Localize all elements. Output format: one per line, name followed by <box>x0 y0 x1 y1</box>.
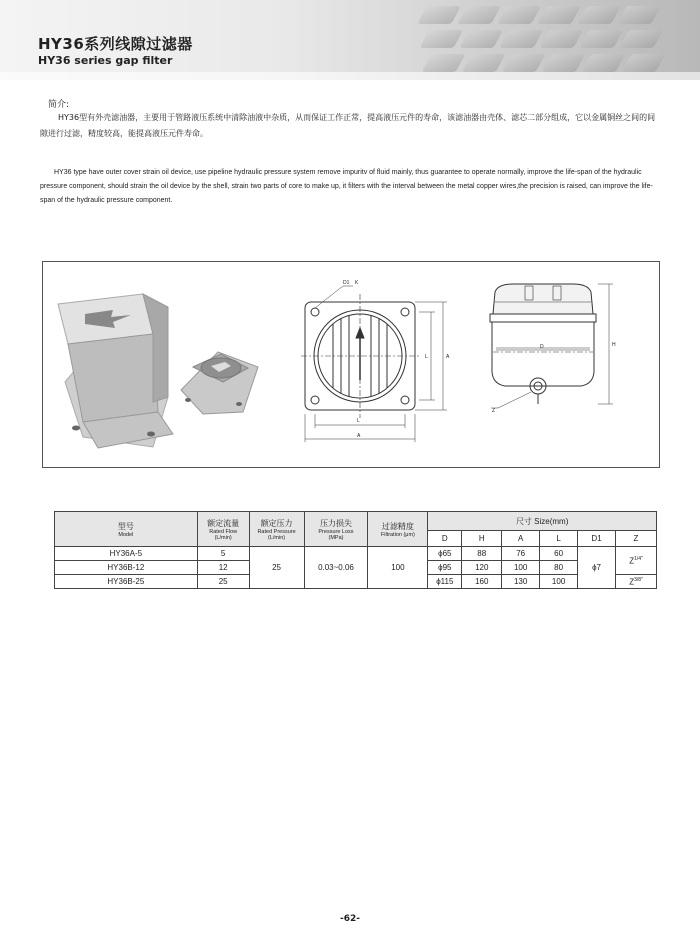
page-title-en: HY36 series gap filter <box>38 54 173 67</box>
header-col-h: H <box>462 531 502 547</box>
label-z: Z <box>492 408 496 414</box>
table-row <box>55 547 657 561</box>
intro-text-cn: HY36型有外壳滤油器，主要用于管路液压系统中清除油液中杂质，从而保证工作正常，提高液压元件的寿命，该滤油器由壳体、滤芯二部分组成，它以金属铜丝之间的间隙进行过滤，精度较高，能提高液压元件寿命。 <box>40 113 656 138</box>
cell-d: ϕ95 <box>428 561 462 575</box>
cell-d1: ϕ7 <box>578 547 616 589</box>
label-d: D <box>540 344 544 350</box>
table-header-row <box>55 512 657 531</box>
cell-loss: 0.03~0.06 <box>304 547 368 589</box>
page-header <box>0 0 700 80</box>
cell-a: 100 <box>502 561 540 575</box>
header-model: 型号 Model <box>55 512 198 547</box>
header-rated-pressure: 额定压力 Rated Pressure (L/min) <box>249 512 304 547</box>
cell-filtration: 100 <box>368 547 428 589</box>
product-photo <box>58 294 258 448</box>
header-col-a: A <box>502 531 540 547</box>
header-pressure-loss: 压力损失 Pressure Loss (MPa) <box>304 512 368 547</box>
cell-l: 80 <box>540 561 578 575</box>
cell-d: ϕ65 <box>428 547 462 561</box>
cell-z: $Z^{3/8"}$ <box>616 575 657 589</box>
header-col-d1: D1 <box>578 531 616 547</box>
page-title-cn: HY36系列线隙过滤器 <box>38 35 193 53</box>
cell-pressure: 25 <box>249 547 304 589</box>
label-k: K <box>355 280 359 286</box>
cell-model: HY36B-12 <box>55 561 198 575</box>
side-view-drawing <box>490 284 613 408</box>
header-col-l: L <box>540 531 578 547</box>
label-l-horizontal: L <box>357 418 360 424</box>
header-filtration: 过滤精度 Filtration (μm) <box>368 512 428 547</box>
label-d1: D1 <box>343 280 350 286</box>
header-size: 尺寸 Size(mm) <box>428 512 657 531</box>
cell-model: HY36B-25 <box>55 575 198 589</box>
product-figure-panel <box>42 261 660 468</box>
cell-l: 100 <box>540 575 578 589</box>
header-col-d: D <box>428 531 462 547</box>
cell-flow: 5 <box>197 547 249 561</box>
label-a-horizontal: A <box>357 433 361 439</box>
label-h: H <box>612 342 616 348</box>
specification-table <box>54 511 657 589</box>
header-rated-flow: 额定流量 Rated Flow (L/min) <box>197 512 249 547</box>
header-col-z: Z <box>616 531 657 547</box>
cell-h: 160 <box>462 575 502 589</box>
cell-d: ϕ115 <box>428 575 462 589</box>
cell-a: 76 <box>502 547 540 561</box>
intro-label: 简介: <box>48 100 70 110</box>
label-l-vertical: L <box>425 354 428 360</box>
cell-flow: 12 <box>197 561 249 575</box>
cell-h: 120 <box>462 561 502 575</box>
cell-l: 60 <box>540 547 578 561</box>
product-drawings <box>43 262 659 467</box>
cell-h: 88 <box>462 547 502 561</box>
label-a-vertical: A <box>446 354 450 360</box>
page-number: -62- <box>340 914 360 924</box>
front-view-drawing <box>301 286 447 442</box>
cell-model: HY36A-5 <box>55 547 198 561</box>
cell-a: 130 <box>502 575 540 589</box>
cell-flow: 25 <box>197 575 249 589</box>
intro-text-en: HY36 type have outer cover strain oil device, use pipeline hydraulic pressure system remove impuritv of fluid mainly, thus guarantee to operate normally, improve the life-span of the hydraulic pressure component, should strain the oil device by the shell, strain two parts of core to make up, it filters with the interval between the metal copper wires,the precision is raised, can improve the life-span of the hydraulic pressure component. <box>40 169 653 204</box>
cell-z: $Z^{1/4"}$ <box>616 547 657 575</box>
